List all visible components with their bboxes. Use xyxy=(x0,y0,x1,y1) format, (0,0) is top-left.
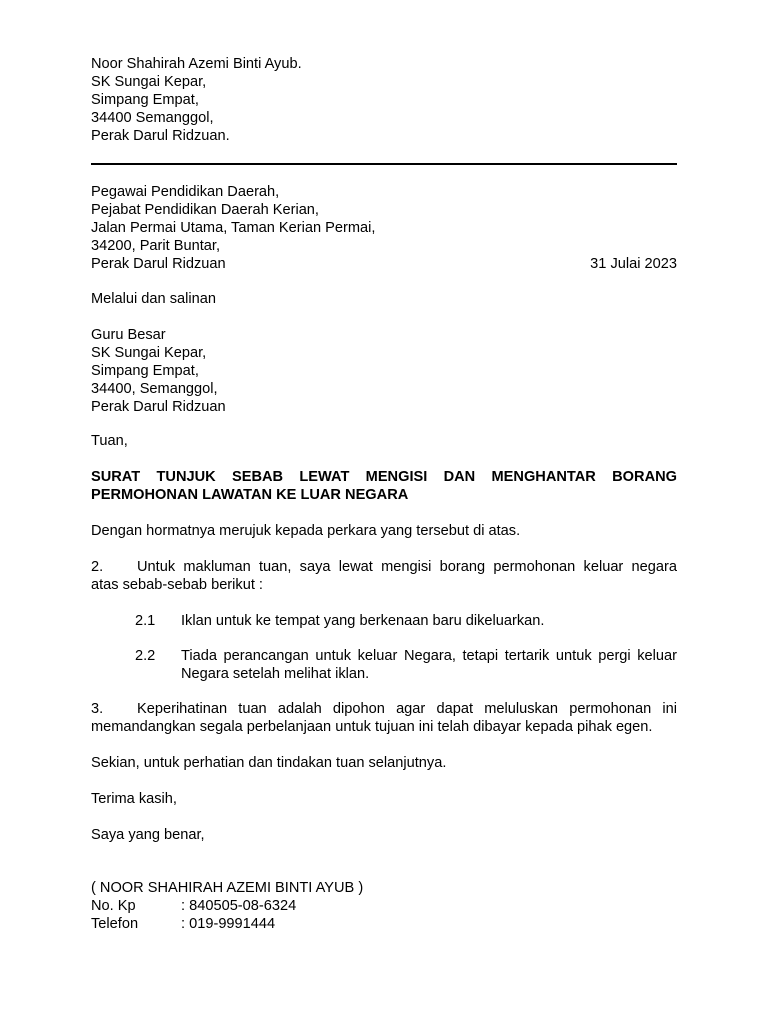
paragraph-line: memandangkan segala perbelanjaan untuk tujuan ini telah dibayar kepada pihak egen. xyxy=(91,719,653,735)
sender-line: SK Sungai Kepar, xyxy=(91,74,207,90)
sign-off: Saya yang benar, xyxy=(91,827,205,843)
thanks-line: Terima kasih, xyxy=(91,791,177,807)
cc-line: Simpang Empat, xyxy=(91,363,199,379)
cc-line: Perak Darul Ridzuan xyxy=(91,399,226,415)
list-item-2-2 xyxy=(0,647,768,683)
sender-line: Simpang Empat, xyxy=(91,92,199,108)
subject-line: SURAT TUNJUK SEBAB LEWAT MENGISI DAN MENGHANTAR BORANG xyxy=(91,469,677,485)
paragraph-number: 2. xyxy=(91,559,104,575)
paragraph-text: Keperihatinan tuan adalah dipohon agar dapat meluluskan permohonan ini xyxy=(137,701,677,717)
list-item-text: Tiada perancangan untuk keluar Negara, tetapi tertarik untuk pergi keluar xyxy=(181,648,677,664)
phone-value: : 019-9991444 xyxy=(181,916,276,932)
paragraph-line xyxy=(91,700,677,718)
paragraph-2 xyxy=(91,558,677,594)
list-item-number: 2.2 xyxy=(135,648,156,664)
recipient-line: Jalan Permai Utama, Taman Kerian Permai, xyxy=(91,220,376,236)
phone-row xyxy=(91,915,677,933)
subject-heading xyxy=(91,468,677,504)
list-item-text-block xyxy=(181,647,677,683)
sender-address xyxy=(91,55,677,145)
recipient-line: 34200, Parit Buntar, xyxy=(91,238,220,254)
opening-paragraph: Dengan hormatnya merujuk kepada perkara yang tersebut di atas. xyxy=(91,523,521,539)
signatory-name: ( NOOR SHAHIRAH AZEMI BINTI AYUB ) xyxy=(91,880,364,896)
closing-remark: Sekian, untuk perhatian dan tindakan tuan selanjutnya. xyxy=(91,755,447,771)
sender-line: Noor Shahirah Azemi Binti Ayub. xyxy=(91,56,302,72)
list-item-text: Iklan untuk ke tempat yang berkenaan baru dikeluarkan. xyxy=(181,613,545,629)
phone-label: Telefon xyxy=(91,916,139,932)
recipient-address xyxy=(91,183,677,273)
cc-line: 34400, Semanggol, xyxy=(91,381,218,397)
salutation: Tuan, xyxy=(91,433,128,449)
sender-line: Perak Darul Ridzuan. xyxy=(91,128,230,144)
header-divider xyxy=(91,163,677,165)
list-item-number: 2.1 xyxy=(135,613,156,629)
paragraph-3 xyxy=(91,700,677,736)
paragraph-text: Untuk makluman tuan, saya lewat mengisi borang permohonan keluar negara xyxy=(137,559,677,575)
cc-address xyxy=(91,326,677,416)
list-item-2-1 xyxy=(0,612,768,630)
sender-line: 34400 Semanggol, xyxy=(91,110,214,126)
recipient-line: Perak Darul Ridzuan xyxy=(91,256,226,272)
via-label: Melalui dan salinan xyxy=(91,291,216,307)
paragraph-number: 3. xyxy=(91,701,104,717)
recipient-line: Pejabat Pendidikan Daerah Kerian, xyxy=(91,202,319,218)
signature-block xyxy=(91,879,677,933)
subject-line: PERMOHONAN LAWATAN KE LUAR NEGARA xyxy=(91,487,409,503)
paragraph-line xyxy=(91,558,677,576)
recipient-line: Pegawai Pendidikan Daerah, xyxy=(91,184,280,200)
ic-label: No. Kp xyxy=(91,898,136,914)
list-item-text: Negara setelah melihat iklan. xyxy=(181,666,370,682)
paragraph-line: atas sebab-sebab berikut : xyxy=(91,577,263,593)
cc-line: SK Sungai Kepar, xyxy=(91,345,207,361)
ic-value: : 840505-08-6324 xyxy=(181,898,297,914)
cc-line: Guru Besar xyxy=(91,327,166,343)
letter-date: 31 Julai 2023 xyxy=(590,256,677,272)
ic-row xyxy=(91,897,677,915)
